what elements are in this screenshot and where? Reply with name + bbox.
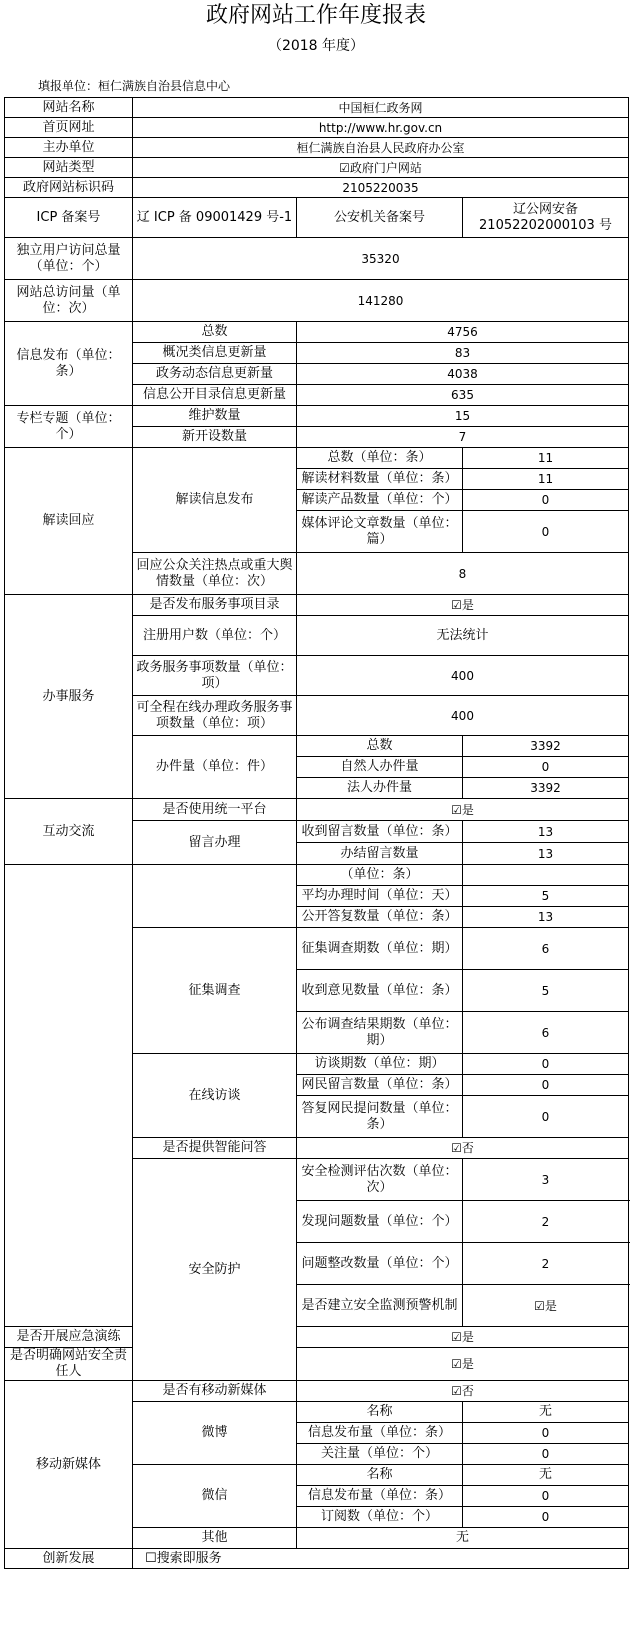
volume-label: 办件量（单位：件） [133, 736, 297, 799]
column-row-value: 7 [297, 427, 629, 448]
users-value: 无法统计 [297, 616, 629, 656]
qa-label: 是否提供智能问答 [133, 1138, 297, 1159]
security-row-label: 是否明确网站安全责任人 [5, 1348, 133, 1381]
volume-row-label: 总数 [297, 736, 463, 757]
weibo-row-label: 信息发布量（单位：条） [297, 1423, 463, 1444]
interact-section-label: 互动交流 [5, 799, 133, 865]
interview-row-label: 访谈期数（单位：期） [297, 1054, 463, 1075]
interview-label: 在线访谈 [133, 1054, 297, 1138]
info-row-value: 4038 [297, 364, 629, 385]
service-section-label: 办事服务 [5, 595, 133, 799]
volume-row-value: 3392 [463, 778, 629, 799]
interview-row-label: 答复网民提问数量（单位：条） [297, 1096, 463, 1138]
info-row-value: 4756 [297, 322, 629, 343]
homepage-label: 首页网址 [5, 118, 133, 138]
wechat-row-label: 信息发布量（单位：条） [297, 1486, 463, 1507]
security-row-value: 2 [463, 1201, 629, 1243]
site-type: ☑政府门户网站 [133, 158, 629, 178]
weibo-row-label: 名称 [297, 1402, 463, 1423]
homepage-url: http://www.hr.gov.cn [133, 118, 629, 138]
site-type-label: 网站类型 [5, 158, 133, 178]
site-id: 2105220035 [133, 178, 629, 198]
pv-value: 141280 [133, 280, 629, 322]
message-extra-value [463, 865, 629, 886]
other-media-label: 其他 [133, 1528, 297, 1549]
message-extra-label: （单位：条） [297, 865, 463, 886]
site-name-label: 网站名称 [5, 98, 133, 118]
survey-row-label: 收到意见数量（单位：条） [297, 970, 463, 1012]
sponsor-label: 主办单位 [5, 138, 133, 158]
column-section-label: 专栏专题（单位：个） [5, 406, 133, 448]
security-row-label: 问题整改数量（单位：个） [297, 1243, 463, 1285]
response-value: 8 [297, 553, 629, 595]
interp-row-value: 0 [463, 511, 629, 553]
uv-label: 独立用户访问总量（单位：个） [5, 238, 133, 280]
survey-row-value: 6 [463, 928, 629, 970]
message-row-label: 办结留言数量 [297, 843, 463, 865]
response-label: 回应公众关注热点或重大舆情数量（单位：次） [133, 553, 297, 595]
security-row-value: ☑是 [297, 1327, 629, 1348]
wechat-row-value: 0 [463, 1486, 629, 1507]
column-row-label: 维护数量 [133, 406, 297, 427]
site-name: 中国桓仁政务网 [133, 98, 629, 118]
info-row-label: 概况类信息更新量 [133, 343, 297, 364]
security-row-value: ☑是 [463, 1285, 629, 1327]
volume-row-label: 自然人办件量 [297, 757, 463, 778]
report-table [4, 97, 629, 1569]
wechat-row-label: 订阅数（单位：个） [297, 1507, 463, 1528]
info-section-label: 信息发布（单位：条） [5, 322, 133, 406]
wechat-label: 微信 [133, 1465, 297, 1528]
service-items-value: 400 [297, 656, 629, 696]
weibo-row-label: 关注量（单位：个） [297, 1444, 463, 1465]
qa-value: ☑否 [297, 1138, 629, 1159]
security-row-label: 是否开展应急演练 [5, 1327, 133, 1348]
pv-label: 网站总访问量（单位：次） [5, 280, 133, 322]
icp-number: 辽 ICP 备 09001429 号-1 [133, 198, 297, 238]
innovation-value: ☐搜索即服务 [133, 1549, 629, 1569]
report-title: 政府网站工作年度报表 [205, 3, 426, 28]
message-extra-value: 5 [463, 886, 629, 907]
weibo-label: 微博 [133, 1402, 297, 1465]
info-row-label: 政务动态信息更新量 [133, 364, 297, 385]
info-row-label: 总数 [133, 322, 297, 343]
catalog-value: ☑是 [297, 595, 629, 616]
innovation-label: 创新发展 [5, 1549, 133, 1569]
volume-row-value: 3392 [463, 736, 629, 757]
interp-row-value: 11 [463, 448, 629, 469]
interp-row-label: 媒体评论文章数量（单位：篇） [297, 511, 463, 553]
interview-row-value: 0 [463, 1075, 629, 1096]
message-extra-label: 公开答复数量（单位：条） [297, 907, 463, 928]
interp-row-label: 解读材料数量（单位：条） [297, 469, 463, 490]
mobile-section-label: 移动新媒体 [5, 1381, 133, 1549]
interp-sub-label: 解读信息发布 [133, 448, 297, 553]
platform-label: 是否使用统一平台 [133, 799, 297, 821]
security-row-label: 发现问题数量（单位：个） [297, 1201, 463, 1243]
survey-row-label: 征集调查期数（单位：期） [297, 928, 463, 970]
security-row-value: ☑是 [297, 1348, 629, 1381]
message-row-value: 13 [463, 843, 629, 865]
message-row-value: 13 [463, 821, 629, 843]
police-record-number: 辽公网安备 21052202000103 号 [463, 198, 629, 238]
filling-unit: 填报单位：桓仁满族自治县信息中心 [38, 79, 231, 93]
mobile-has-label: 是否有移动新媒体 [133, 1381, 297, 1402]
wechat-row-label: 名称 [297, 1465, 463, 1486]
report-year: （2018 年度） [267, 38, 365, 54]
weibo-row-value: 0 [463, 1423, 629, 1444]
wechat-row-value: 0 [463, 1507, 629, 1528]
volume-row-value: 0 [463, 757, 629, 778]
info-row-label: 信息公开目录信息更新量 [133, 385, 297, 406]
interp-row-value: 0 [463, 490, 629, 511]
security-row-value: 2 [463, 1243, 629, 1285]
catalog-label: 是否发布服务事项目录 [133, 595, 297, 616]
interp-row-value: 11 [463, 469, 629, 490]
mobile-has-value: ☑否 [297, 1381, 629, 1402]
volume-row-label: 法人办件量 [297, 778, 463, 799]
info-row-value: 83 [297, 343, 629, 364]
interact-continued [5, 865, 133, 1327]
interview-row-label: 网民留言数量（单位：条） [297, 1075, 463, 1096]
icp-label: ICP 备案号 [5, 198, 133, 238]
weibo-row-value: 无 [463, 1402, 629, 1423]
wechat-row-value: 无 [463, 1465, 629, 1486]
security-row-label: 安全检测评估次数（单位：次） [297, 1159, 463, 1201]
interp-row-label: 总数（单位：条） [297, 448, 463, 469]
message-extra-value: 13 [463, 907, 629, 928]
survey-row-value: 6 [463, 1012, 629, 1054]
message-continued [133, 865, 297, 928]
weibo-row-value: 0 [463, 1444, 629, 1465]
interp-section-label: 解读回应 [5, 448, 133, 595]
message-extra-label: 平均办理时间（单位：天） [297, 886, 463, 907]
security-section-label: 安全防护 [133, 1159, 297, 1381]
interview-row-value: 0 [463, 1096, 629, 1138]
survey-label: 征集调查 [133, 928, 297, 1054]
online-items-value: 400 [297, 696, 629, 736]
security-row-label: 是否建立安全监测预警机制 [297, 1285, 463, 1327]
message-row-label: 收到留言数量（单位：条） [297, 821, 463, 843]
service-items-label: 政务服务事项数量（单位：项） [133, 656, 297, 696]
message-label: 留言办理 [133, 821, 297, 865]
online-items-label: 可全程在线办理政务服务事项数量（单位：项） [133, 696, 297, 736]
other-media-value: 无 [297, 1528, 629, 1549]
police-record-label: 公安机关备案号 [297, 198, 463, 238]
column-row-value: 15 [297, 406, 629, 427]
survey-row-label: 公布调查结果期数（单位：期） [297, 1012, 463, 1054]
platform-value: ☑是 [297, 799, 629, 821]
column-row-label: 新开设数量 [133, 427, 297, 448]
security-row-value: 3 [463, 1159, 629, 1201]
survey-row-value: 5 [463, 970, 629, 1012]
uv-value: 35320 [133, 238, 629, 280]
info-row-value: 635 [297, 385, 629, 406]
site-id-label: 政府网站标识码 [5, 178, 133, 198]
interview-row-value: 0 [463, 1054, 629, 1075]
users-label: 注册用户数（单位：个） [133, 616, 297, 656]
sponsor-unit: 桓仁满族自治县人民政府办公室 [133, 138, 629, 158]
interp-row-label: 解读产品数量（单位：个） [297, 490, 463, 511]
